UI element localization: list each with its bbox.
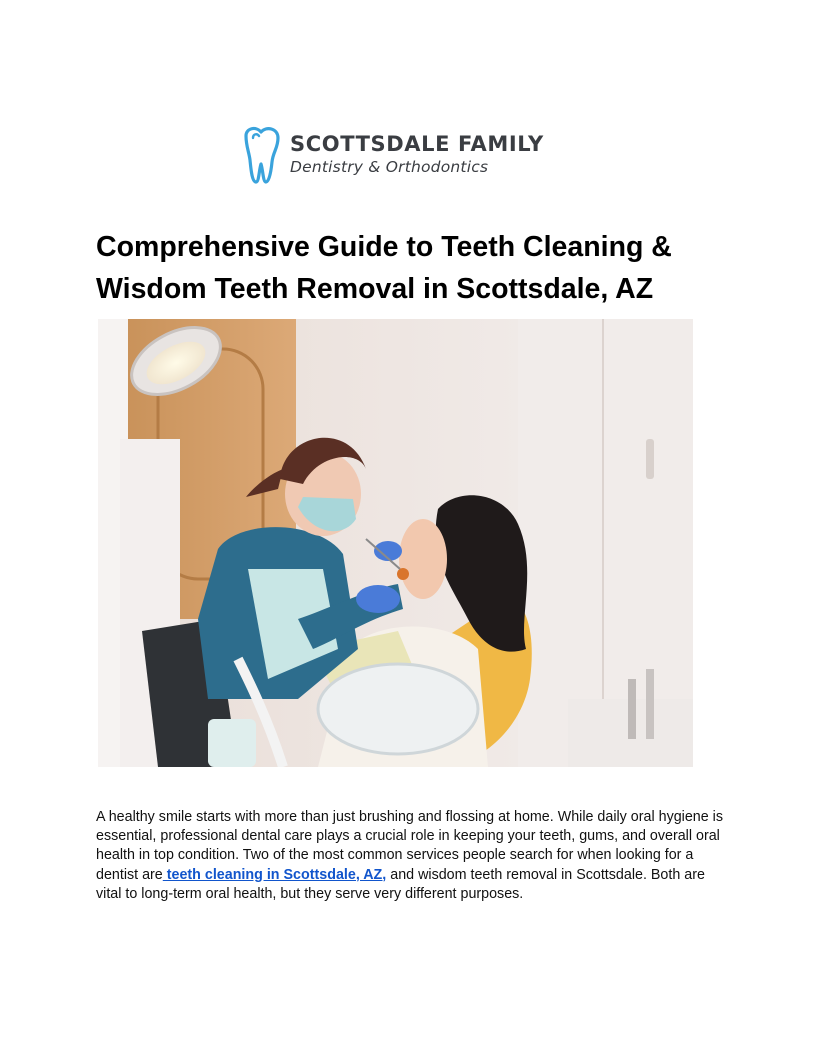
practice-name: SCOTTSDALE FAMILY (290, 132, 544, 156)
tooth-icon (240, 126, 284, 186)
teeth-cleaning-scottsdale-link[interactable]: teeth cleaning in Scottsdale, AZ, (162, 866, 387, 883)
intro-text-before-link: A healthy smile starts with more than just brushing and flossing at home. While daily oral hygiene is essential, professional dental care plays a crucial role in keeping your teeth, gums, and overall oral health in top condition. Two of the most common services people search for when looking for a dentist are (96, 809, 723, 883)
practice-tagline: Dentistry & Orthodontics (290, 158, 489, 176)
dentist-examining-patient-photo (98, 319, 693, 767)
intro-paragraph (96, 808, 726, 904)
article-title: Comprehensive Guide to Teeth Cleaning & Wisdom Teeth Removal in Scottsdale, AZ (96, 231, 672, 305)
intro-text-after-link: and wisdom teeth removal in Scottsdale. Both are vital to long-term oral health, but they serve very different purposes. (96, 866, 705, 902)
practice-logo (240, 126, 580, 186)
